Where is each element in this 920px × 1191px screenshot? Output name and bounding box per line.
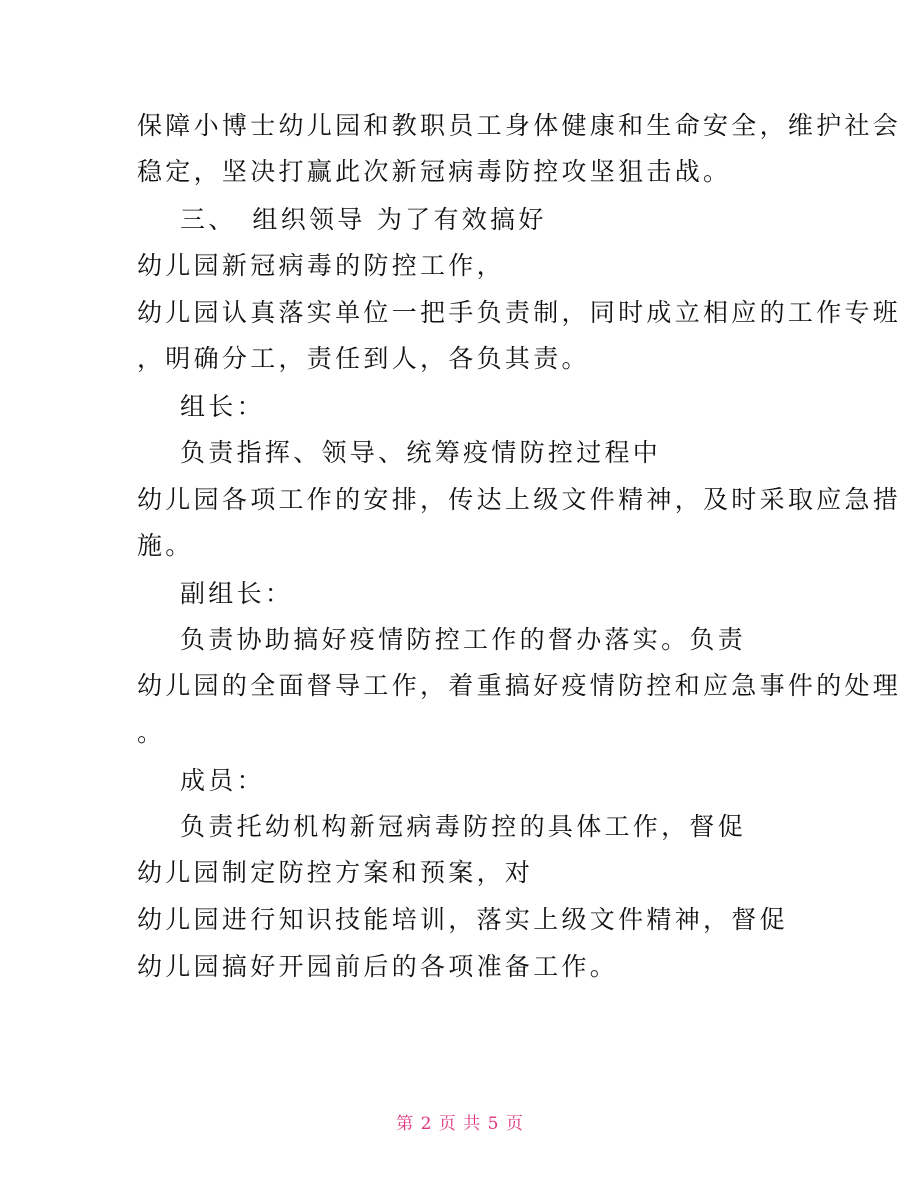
paragraph-line: 负责协助搞好疫情防控工作的督办落实。负责 bbox=[180, 625, 747, 654]
role-heading-leader: 组长： bbox=[180, 392, 265, 421]
role-heading-members: 成员： bbox=[180, 766, 265, 795]
role-heading-deputy: 副组长： bbox=[180, 579, 294, 608]
paragraph-line: 施。 bbox=[137, 531, 194, 560]
paragraph-line: 幼儿园搞好开园前后的各项准备工作。 bbox=[137, 952, 619, 981]
paragraph-line: 幼儿园进行知识技能培训，落实上级文件精神，督促 bbox=[137, 905, 788, 934]
paragraph-line: 稳定，坚决打赢此次新冠病毒防控攻坚狙击战。 bbox=[137, 157, 732, 186]
paragraph-line: ，明确分工，责任到人，各负其责。 bbox=[137, 344, 590, 373]
paragraph-line: 幼儿园认真落实单位一把手负责制，同时成立相应的工作专班 bbox=[137, 298, 902, 327]
section-heading: 三、 组织领导 为了有效搞好 bbox=[180, 205, 547, 234]
paragraph-line: 保障小博士幼儿园和教职员工身体健康和生命安全，维护社会 bbox=[137, 111, 902, 140]
paragraph-line: 。 bbox=[137, 718, 166, 747]
paragraph-line: 幼儿园制定防控方案和预案，对 bbox=[137, 858, 534, 887]
paragraph-line: 幼儿园的全面督导工作，着重搞好疫情防控和应急事件的处理 bbox=[137, 671, 902, 700]
paragraph-line: 负责指挥、领导、统筹疫情防控过程中 bbox=[180, 438, 662, 467]
page-number-footer: 第 2 页 共 5 页 bbox=[396, 1114, 524, 1134]
paragraph-line: 幼儿园新冠病毒的防控工作， bbox=[137, 251, 505, 280]
paragraph-line: 负责托幼机构新冠病毒防控的具体工作，督促 bbox=[180, 812, 747, 841]
paragraph-line: 幼儿园各项工作的安排，传达上级文件精神，及时采取应急措 bbox=[137, 485, 902, 514]
